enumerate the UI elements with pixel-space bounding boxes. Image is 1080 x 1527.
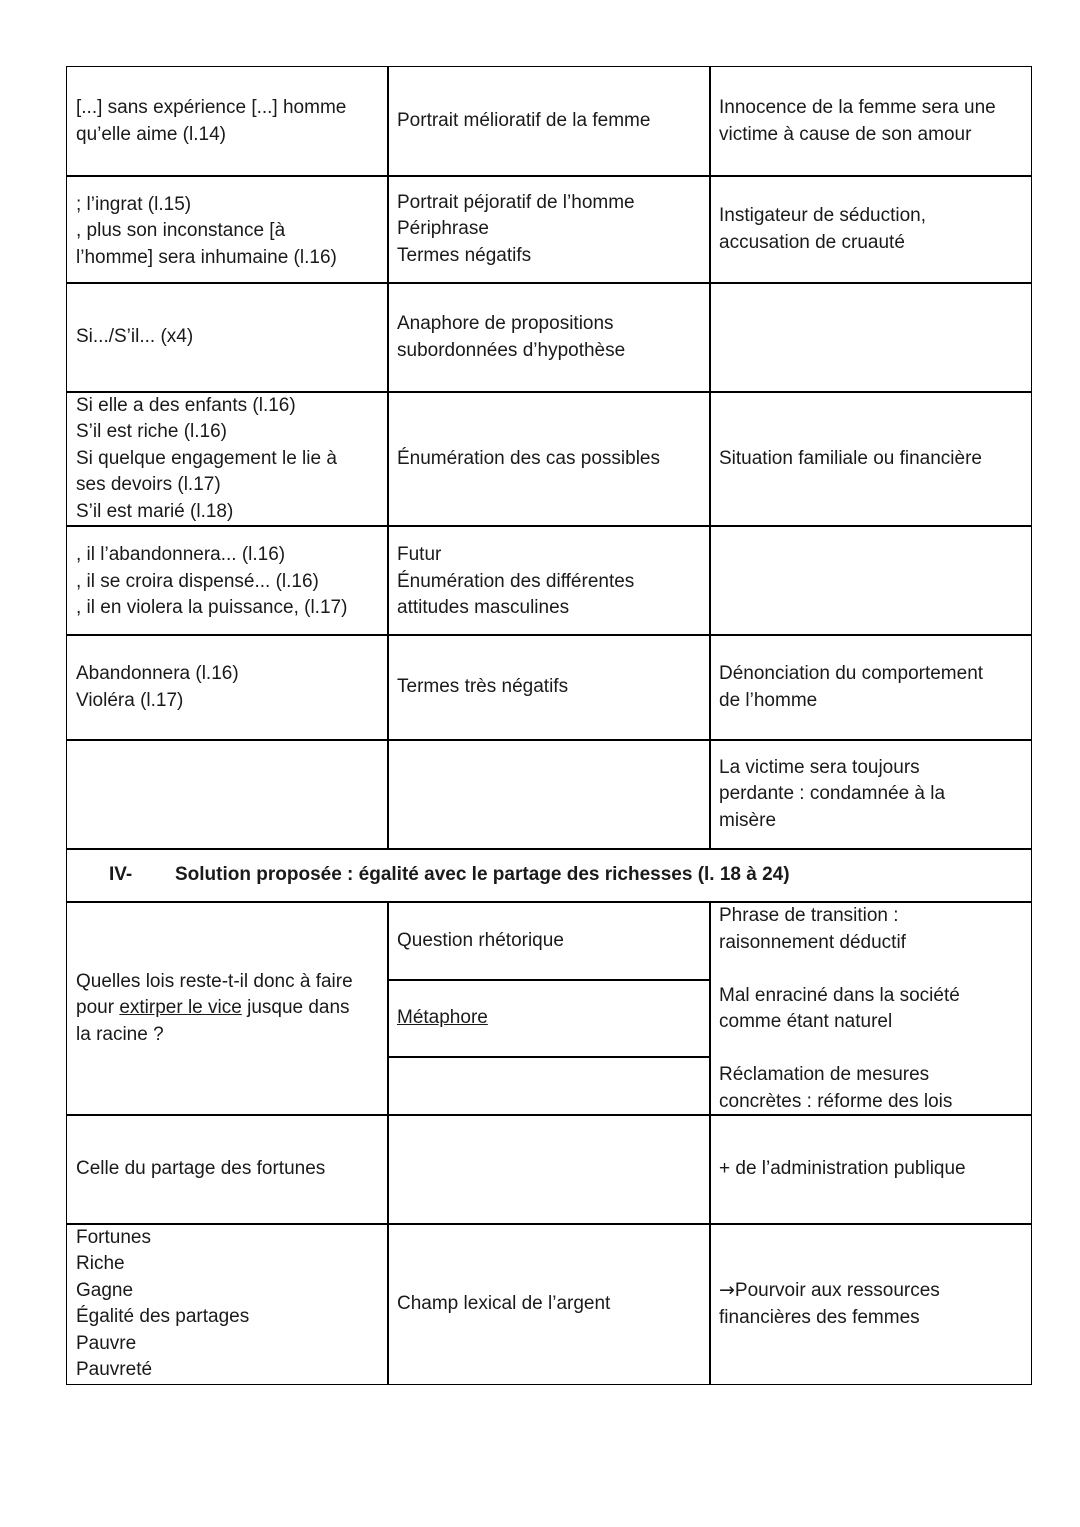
quote-text: Fortunes Riche Gagne Égalité des partages Pauvre Pauvreté: [76, 1226, 250, 1380]
figure-cell: [387, 634, 711, 741]
figure-text: Futur Énumération des différentes attitudes masculines: [397, 544, 635, 618]
analysis-table: [66, 66, 1032, 1385]
quote-text: , il l’abandonnera... (l.16) , il se croira dispensé... (l.16) , il en violera la puissance, (l.17): [76, 544, 348, 618]
interpretation-cell: [709, 66, 1032, 177]
figure-text: Anaphore de propositions subordonnées d’hypothèse: [397, 313, 626, 361]
interpretation-text: Instigateur de séduction, accusation de cruauté: [719, 205, 927, 253]
interpretation-cell: [709, 391, 1032, 527]
figure-cell: [387, 175, 711, 284]
quote-cell: [66, 525, 389, 636]
quote-cell: [66, 1223, 389, 1385]
interpretation-cell: [709, 739, 1032, 850]
figure-text: Métaphore: [397, 1007, 488, 1029]
quote-text: Quelles lois reste-t-il donc à faire pour extirper le vice jusque dans la racine ?: [76, 970, 353, 1045]
quote-text: Abandonnera (l.16) Violéra (l.17): [76, 663, 239, 711]
quote-cell: [66, 391, 389, 527]
figure-cell: [387, 525, 711, 636]
quote-cell: [66, 739, 389, 850]
figure-text: Portrait péjoratif de l’homme Périphrase Termes négatifs: [397, 191, 635, 266]
interpretation-text: Innocence de la femme sera une victime à cause de son amour: [719, 97, 996, 145]
interpretation-text: →Pourvoir aux ressources financières des femmes: [719, 1279, 940, 1328]
quote-text: Celle du partage des fortunes: [76, 1158, 326, 1180]
figure-cell: [387, 1223, 711, 1385]
interpretation-cell: [709, 634, 1032, 741]
interpretation-stack: [719, 903, 1019, 1115]
quote-text: [...] sans expérience [...] homme qu’elle aime (l.14): [76, 97, 347, 145]
section-number: IV-: [109, 864, 133, 886]
figure-text: Énumération des cas possibles: [397, 447, 660, 469]
interpretation-cell: [709, 525, 1032, 636]
section-header: [66, 848, 1032, 903]
figure-cell: [387, 979, 711, 1058]
figure-text: Termes très négatifs: [397, 676, 569, 698]
figure-cell: [387, 282, 711, 393]
quote-cell: [66, 901, 389, 1116]
underlined-phrase: extirper le vice: [119, 997, 242, 1019]
interpretation-text: Situation familiale ou financière: [719, 447, 982, 469]
quote-cell: [66, 282, 389, 393]
quote-text: Si elle a des enfants (l.16) S’il est riche (l.16) Si quelque engagement le lie à ses devoirs (l.17) S’il est marié (l.18): [76, 394, 337, 522]
quote-cell: [66, 175, 389, 284]
figure-text: Question rhétorique: [397, 929, 564, 951]
interpretation-text: La victime sera toujours perdante : condamnée à la misère: [719, 756, 946, 831]
interpretation-cell: [709, 175, 1032, 284]
arrow-right-icon: →: [719, 1279, 735, 1301]
quote-text: ; l’ingrat (l.15) , plus son inconstance [à l’homme] sera inhumaine (l.16): [76, 193, 337, 268]
quote-cell: [66, 1114, 389, 1225]
figure-cell: [387, 739, 711, 850]
interpretation-text: + de l’administration publique: [719, 1158, 966, 1180]
interpretation-cell: [709, 282, 1032, 393]
quote-cell: [66, 66, 389, 177]
figure-cell: [387, 1114, 711, 1225]
quote-text: Si.../S’il... (x4): [76, 326, 194, 348]
interpretation-text: Mal enraciné dans la société comme étant naturel: [719, 984, 960, 1032]
interpretation-text: Phrase de transition : raisonnement déductif: [719, 905, 906, 953]
figure-cell: [387, 66, 711, 177]
interpretation-text: Réclamation de mesures concrètes : réforme des lois: [719, 1064, 953, 1112]
interpretation-cell: [709, 1114, 1032, 1225]
interpretation-text: Dénonciation du comportement de l’homme: [719, 663, 984, 711]
figure-text: Portrait mélioratif de la femme: [397, 110, 651, 132]
figure-cell: [387, 901, 711, 981]
quote-cell: [66, 634, 389, 741]
section-title: Solution proposée : égalité avec le partage des richesses (l. 18 à 24): [175, 864, 790, 886]
figure-text: Champ lexical de l’argent: [397, 1292, 611, 1314]
figure-cell: [387, 391, 711, 527]
interpretation-cell: [709, 1223, 1032, 1385]
figure-cell: [387, 1056, 711, 1116]
